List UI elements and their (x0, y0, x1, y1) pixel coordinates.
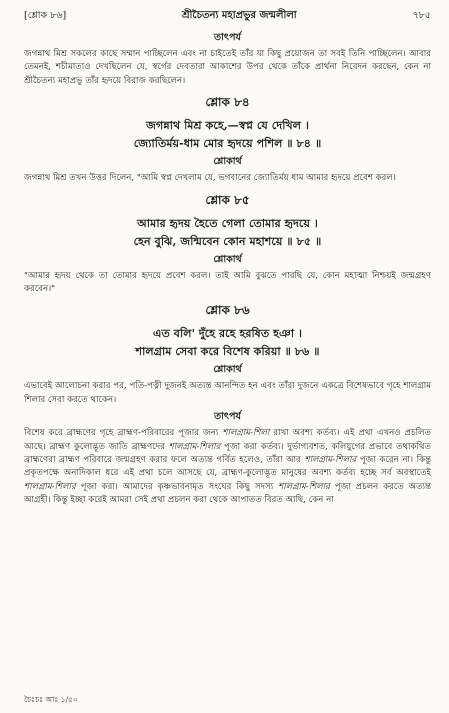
italic-term: শালগ্রাম-শিলা (222, 428, 270, 439)
paragraph (24, 48, 431, 88)
sloka-number: শ্লোক ৮৬ (205, 303, 250, 318)
italic-term: শালগ্রাম-শিলার (24, 481, 76, 492)
paragraph (24, 427, 431, 507)
verse-line: শালগ্রাম সেবা করে বিশেষ করিয়া ॥ ৮৬ ॥ (135, 344, 320, 359)
text-span: পূজা করেন না। কিন্তু প্রকৃতপক্ষে অনাদিকাল ধরে এই প্রথা চলে আসছে যে, ব্রাহ্মণ-কুলোদ্ভূত মানুষের অবশ্য কর্তব্য হচ্ছে সর্ব অবস্থাতেই (24, 455, 432, 479)
running-title: শ্রীচৈতন্য মহাপ্রভুর জন্মলীলা (182, 10, 297, 21)
sloka-number: শ্লোক ৮৫ (205, 192, 250, 207)
italic-term: শালগ্রাম-শিলার (304, 455, 357, 466)
text-span: জগন্নাথ মিশ্র তখন উত্তর দিলেন, "আমি স্বপ্ন দেখলাম যে, ভগবানের জ্যোতির্ময় ধাম আমার হৃদয়ে প্রবেশ করল। (24, 173, 396, 184)
page-header (24, 8, 431, 28)
text-span: পূজা প্রচলন করতে অত্যন্ত আগ্রহী। কিন্তু ইচ্ছা করেই আমরা সেই প্রথা প্রচলন করা থেকে আপাতত বিরত আছি, কেন না (24, 481, 431, 506)
sloka-number: শ্লোক ৮৪ (205, 95, 250, 110)
verse-line: জ্যোতির্ময়-ধাম মোর হৃদয়ে পশিল ॥ ৮৪ ॥ (133, 136, 322, 151)
page-number: ৭৮৫ (412, 10, 431, 21)
verse-line: এত বলি' দুঁহে রহে হরষিত হঞা । (153, 326, 302, 341)
section-heading: তাৎপর্য (214, 32, 241, 43)
section-heading: শ্লোকার্থ (213, 156, 242, 168)
signature-mark: চৈঃচঃ আঃ ১/৫০ (24, 695, 78, 704)
paragraph (24, 270, 431, 297)
section-heading: শ্লোকার্থ (213, 253, 242, 265)
italic-term: শালগ্রাম-শিলার (168, 441, 221, 452)
verse-line: জগন্নাথ মিশ্র কহে,—স্বপ্ন যে দেখিল । (146, 118, 309, 133)
paragraph (24, 380, 431, 407)
text-span: পূজা করা। আমাদের কৃষ্ণভাবনামৃত সংঘের কিছু সদস্য (75, 481, 279, 492)
paragraph (24, 172, 431, 185)
page-content (24, 31, 431, 508)
text-span: রাখা অবশ্য কর্তব্য। এই প্রথা এখনও প্রচলিত আছে। ব্রাহ্মণ কুলোদ্ভূত জাতি ব্রাহ্মণদের (24, 428, 431, 452)
section-heading: শ্লোকার্থ (213, 364, 242, 376)
sloka-range: [শ্লোক ৮৬] (24, 10, 67, 21)
text-span: বিশেষ করে ব্রাহ্মণের গৃহে ব্রাহ্মণ-পরিবারের পূজার জন্য (24, 428, 223, 439)
verse-line: আমার হৃদয় হৈতে গেলা তোমার হৃদয়ে । (137, 215, 318, 230)
text-span: "আমার হৃদয় থেকে তা তোমার হৃদয়ে প্রবেশ করল। তাই আমি বুঝতে পারছি যে, কোন মহাত্মা নিশ্চয়ই জন্মগ্রহণ করবেন।" (24, 270, 431, 295)
text-span: এভাবেই আলোচনা করার পর, পতি-পত্নী দুজনই অত্যন্ত আনন্দিত হন এবং তাঁরা দুজনে একত্রে বিশেষভাবে গৃহে শালগ্রাম শিলার সেবা করতে থাকেন। (24, 381, 431, 405)
italic-term: শালগ্রাম-শিলার (278, 481, 330, 492)
verse-line: হেন বুঝি, জন্মিবেন কোন মহাশয়ে ॥ ৮৫ ॥ (133, 233, 322, 248)
section-heading: তাৎপর্য (214, 411, 241, 423)
text-span: জগন্নাথ মিশ্র সকলের কাছে সম্মান পাচ্ছিলেন এবং না চাইতেই তাঁর যা কিছু প্রয়োজন তা সবই তিনি পাচ্ছিলেন। আবার তেমনই, শচীমাতাও দেখছিলেন যে, স্বর্গের দেবতারা আকাশের উপর থেকে তাঁকে প্রার্থনা নিবেদন করছেন, কেন না শ্রীচৈতন্য মহাপ্রভু তাঁর হৃদয়ে বিরাজ করছিলেন। (24, 49, 431, 86)
text-span: পূজা করা কর্তব্য। দুর্ভাগ্যবশত, কলিযুগের প্রভাবে তথাকথিত ব্রাহ্মণেরা ব্রাহ্মণ পরিবারে জন্মগ্রহণ করার ফলে অত্যন্ত গর্বিত হলেও, তাঁরা আর (24, 441, 431, 466)
